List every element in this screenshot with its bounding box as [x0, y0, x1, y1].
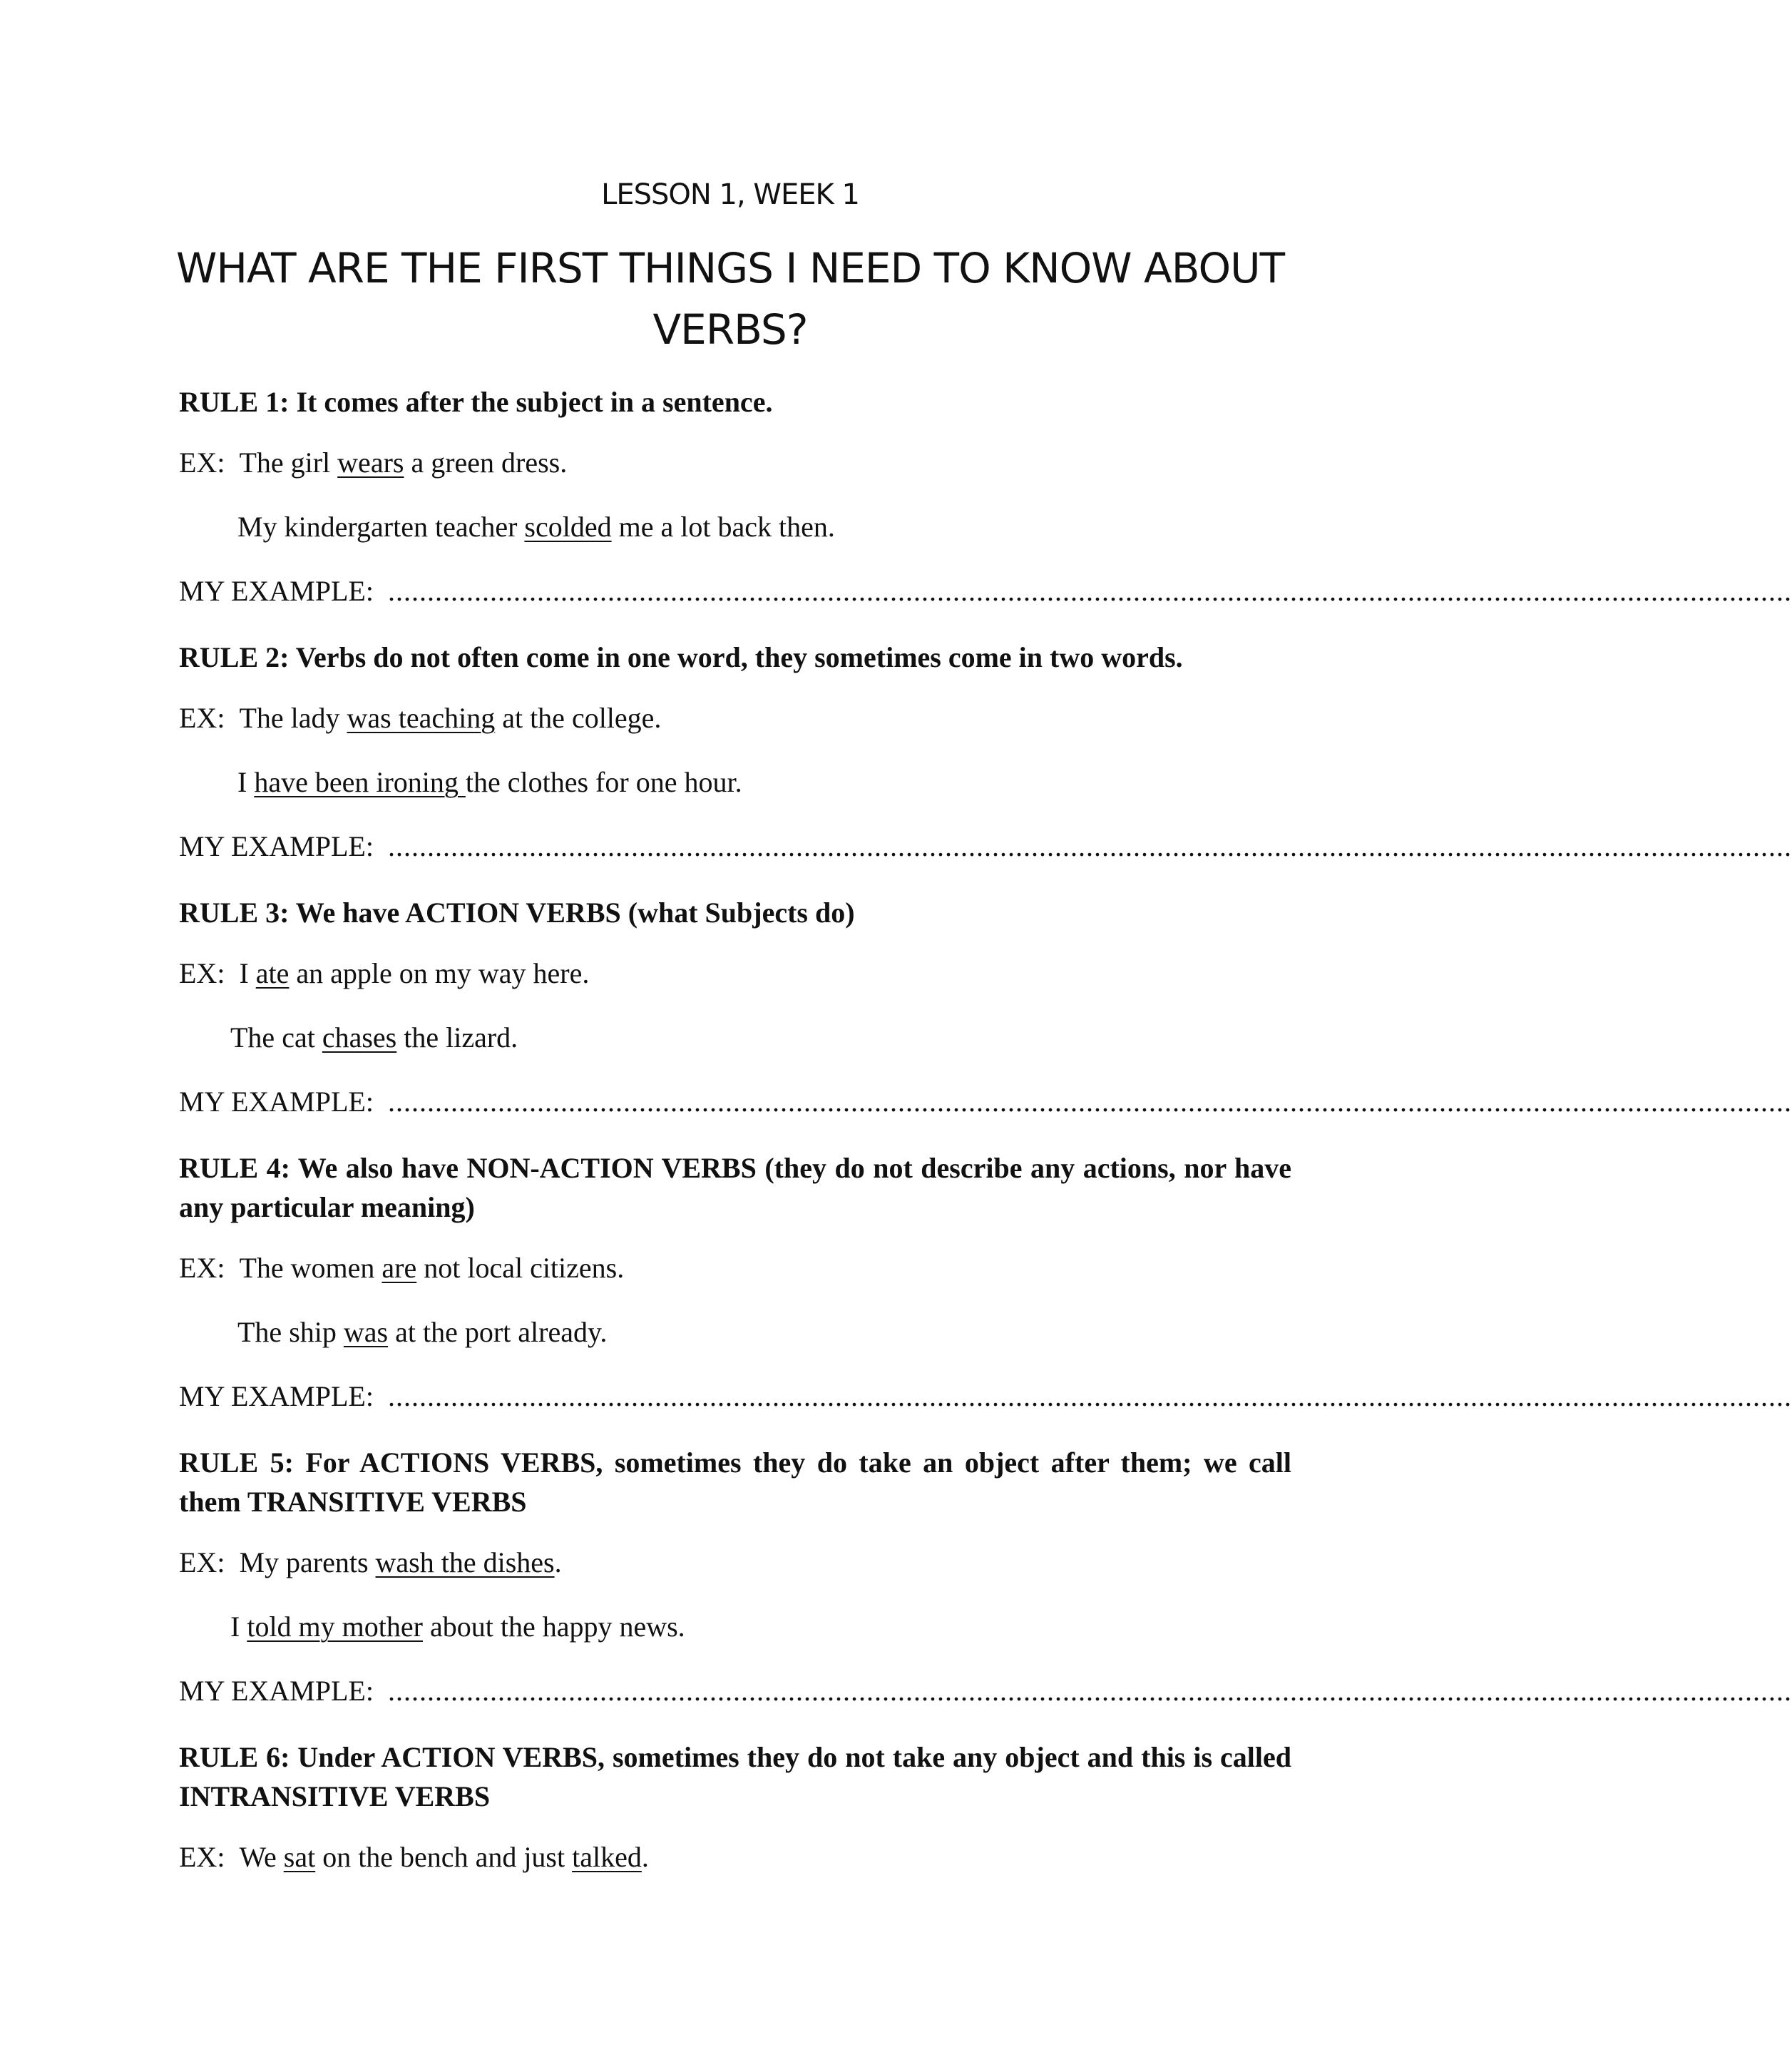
example-text: .: [641, 1841, 649, 1873]
rule-5-title: RULE 5: For ACTIONS VERBS, sometimes they do take an object after them; we call them TRANSITIVE VERBS: [179, 1446, 1291, 1518]
underlined-verb: scolded: [524, 511, 612, 543]
my-example-blank[interactable]: ...................................................................................................................................................................................: [387, 830, 1792, 862]
example-text: about the happy news.: [422, 1611, 685, 1643]
underlined-verb: chases: [322, 1021, 397, 1053]
example-text: I: [237, 766, 255, 798]
example-text: The cat: [230, 1021, 322, 1053]
rule-2-example-1: [179, 701, 661, 735]
rule-3-example-1: [179, 956, 589, 990]
page-title-line2: VERBS?: [652, 305, 808, 354]
underlined-verb: talked: [572, 1841, 642, 1873]
example-text: at the port already.: [388, 1316, 608, 1348]
ex-label: EX:: [179, 446, 225, 479]
example-text: My parents: [239, 1546, 376, 1578]
my-example-label: MY EXAMPLE:: [179, 830, 374, 862]
rule-1-title: RULE 1: It comes after the subject in a sentence.: [179, 386, 773, 418]
example-text: I: [230, 1611, 247, 1643]
my-example-label: MY EXAMPLE:: [179, 575, 374, 607]
underlined-verb: sat: [283, 1841, 316, 1873]
rule-2-example-2: [237, 765, 742, 799]
rule-2-title: RULE 2: Verbs do not often come in one word, they sometimes come in two words.: [179, 641, 1183, 673]
my-example-label: MY EXAMPLE:: [179, 1086, 374, 1118]
my-example-line-4: [179, 1379, 1792, 1413]
example-text: The ship: [237, 1316, 344, 1348]
example-text: the clothes for one hour.: [465, 766, 742, 798]
example-text: on the bench and just: [315, 1841, 573, 1873]
rule-5-example-1: [179, 1546, 562, 1579]
my-example-line-1: [179, 574, 1792, 608]
rule-5-example-2: [230, 1610, 685, 1643]
underlined-verb: told my mother: [247, 1611, 423, 1643]
underlined-verb: have been ironing: [254, 766, 466, 798]
my-example-label: MY EXAMPLE:: [179, 1675, 374, 1707]
my-example-line-2: [179, 830, 1792, 863]
rule-4-example-2: [237, 1315, 607, 1349]
page-title-line1: WHAT ARE THE FIRST THINGS I NEED TO KNOW ABOUT: [175, 244, 1285, 292]
example-text: a green dress.: [404, 446, 568, 479]
my-example-blank[interactable]: ...................................................................................................................................................................................: [387, 575, 1792, 607]
example-text: I: [239, 957, 256, 989]
underlined-verb: wash the dishes: [375, 1546, 555, 1578]
example-text: My kindergarten teacher: [237, 511, 525, 543]
example-text: We: [239, 1841, 284, 1873]
my-example-label: MY EXAMPLE:: [179, 1380, 374, 1412]
rule-6-example-1: [179, 1840, 649, 1874]
my-example-blank[interactable]: ...................................................................................................................................................................................: [387, 1675, 1792, 1707]
underlined-verb: was teaching: [347, 702, 496, 734]
lesson-label: LESSON 1, WEEK 1: [601, 178, 859, 211]
ex-label: EX:: [179, 1252, 225, 1284]
example-text: The girl: [239, 446, 338, 479]
example-text: an apple on my way here.: [289, 957, 590, 989]
rule-6-title: RULE 6: Under ACTION VERBS, sometimes they do not take any object and this is called INTRANSITIVE VERBS: [179, 1741, 1291, 1812]
rule-1-example-1: [179, 446, 567, 479]
example-text: at the college.: [495, 702, 662, 734]
example-text: not local citizens.: [416, 1252, 625, 1284]
underlined-verb: wears: [337, 446, 404, 479]
underlined-verb: was: [343, 1316, 389, 1348]
ex-label: EX:: [179, 702, 225, 734]
ex-label: EX:: [179, 957, 225, 989]
ex-label: EX:: [179, 1841, 225, 1873]
example-text: The lady: [239, 702, 347, 734]
example-text: me a lot back then.: [611, 511, 835, 543]
rule-3-example-2: [230, 1021, 518, 1054]
my-example-blank[interactable]: ...................................................................................................................................................................................: [387, 1086, 1792, 1118]
my-example-line-5: [179, 1674, 1792, 1708]
rule-1-example-2: [237, 510, 835, 543]
rule-4-example-1: [179, 1251, 624, 1285]
underlined-verb: ate: [255, 957, 290, 989]
example-text: The women: [239, 1252, 382, 1284]
example-text: the lizard.: [396, 1021, 518, 1053]
underlined-verb: are: [382, 1252, 417, 1284]
my-example-line-3: [179, 1085, 1792, 1118]
rule-3-title: RULE 3: We have ACTION VERBS (what Subjects do): [179, 897, 855, 929]
example-text: .: [554, 1546, 562, 1578]
my-example-blank[interactable]: ...................................................................................................................................................................................: [387, 1380, 1792, 1412]
ex-label: EX:: [179, 1546, 225, 1578]
rule-4-title: RULE 4: We also have NON-ACTION VERBS (they do not describe any actions, nor have any particular meaning): [179, 1152, 1291, 1223]
